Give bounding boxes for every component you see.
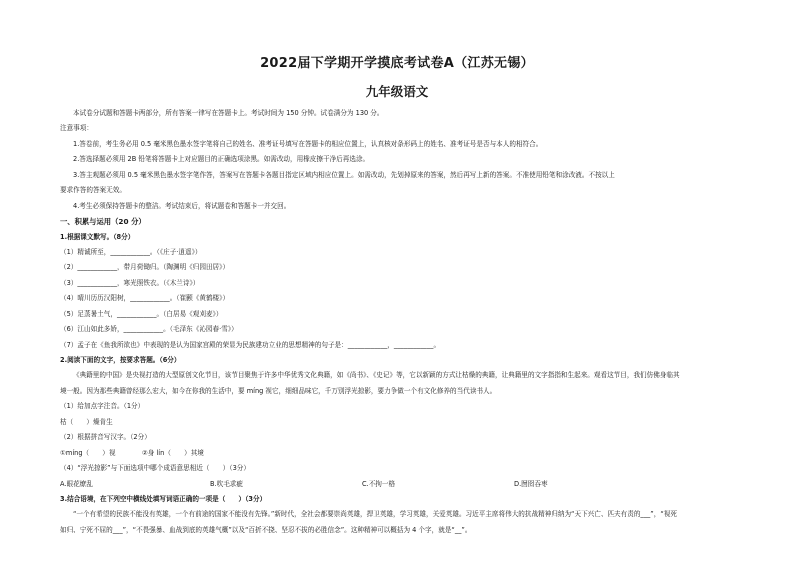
q1-item-1: （1）精诚所至，____________。（《庄子·逍遥》） (60, 247, 202, 256)
option-d: D.囫囵吞枣 (514, 479, 548, 488)
q3-line-1: “一个有希望的民族不能没有英雄，一个有前途的国家不能没有先锋。”新时代，全社会都要崇尚英雄，捍卫英雄，学习英雄，关爱英雄。习近平主席将伟大的抗战精神归纳为“天下兴亡、匹夫有责的___”，“视死 (73, 510, 677, 519)
q1-item-7: （7）孟子在《鱼我所欲也》中表现的是认为国家宫殿的荣显为民族建功立业的思想精神的句子是：____________，____________。 (60, 340, 441, 349)
note-3b: 要求作答的答案无效。 (60, 186, 126, 195)
exam-title: 2022届下学期开学摸底考试卷A（江苏无锡） (260, 56, 534, 71)
q3-line-2: 如归、宁死不屈的___”，“不畏强暴、血战到底的英雄气概”以及“百折不挠、坚忍不拔的必胜信念”。这种精神可以概括为 4 个字，就是“__”。 (60, 525, 472, 534)
q2-sub-1-item: 枯（ ）燥肯生 (60, 417, 113, 426)
note-1: 1.答卷前，考生务必用 0.5 毫米黑色墨水签字笔将自己的姓名、准考证号填写在答题卡的相应位置上，认真核对条形码上的姓名、准考证号是否与本人的相符合。 (73, 139, 543, 148)
q2-sub-2-item: ①míng（ ）视 ②身 lín（ ）其境 (60, 448, 204, 457)
option-c: C.不拘一格 (362, 479, 396, 488)
intro-text: 本试卷分试题和答题卡两部分，所有答案一律写在答题卡上。考试时间为 150 分钟。试卷满分为 130 分。 (73, 109, 384, 117)
q1-item-3: （3）____________，寒光照铁衣。（《木兰诗》） (60, 278, 200, 287)
notes-label: 注意事项： (60, 124, 93, 133)
exam-subtitle: 九年级语文 (365, 84, 429, 99)
q1-heading: 1.根据课文默写。（8分） (60, 232, 135, 241)
option-a: A.眼花缭乱 (60, 479, 93, 488)
section-1-heading: 一、积累与运用（20 分） (60, 217, 146, 227)
q1-item-6: （6）江山如此多娇，____________。（毛泽东《沁园春·雪》） (60, 325, 238, 334)
q2-sub-2: （2）根据拼音写汉字。（2分） (60, 433, 151, 442)
exam-body (60, 106, 736, 538)
q2-paragraph-2: 境一般。因为那些典籍曾经那么宏大，如今在你我的生活中，要 míng 视它，细细品味它，千万别浮光掠影，要力争做一个有文化修养的当代读书人。 (60, 386, 497, 395)
q2-sub-1: （1）给加点字注音。（1分） (60, 402, 145, 411)
note-3a: 3.答主观题必须用 0.5 毫米黑色墨水签字笔作答，答案写在答题卡各题目指定区域内相应位置上。如需改动，先划掉原来的答案，然后再写上新的答案。不准使用铅笔和涂改液。不按以上 (73, 170, 615, 179)
q2-options (60, 477, 736, 492)
q1-item-2: （2）____________，带月荷锄归。（陶渊明《归园田居》） (60, 263, 230, 272)
q2-paragraph-1: 《典籍里的中国》是央视打造的大型原创文化节目，该节目聚焦于许多中华优秀文化典籍，如《尚书》、《史记》等，它以新颖的方式让枯燥的典籍，让典籍里的文字指指和生起来。观看这节目，我们仿佛身临其 (73, 371, 680, 380)
option-b: B.吹毛求疵 (210, 479, 243, 488)
q1-item-4: （4）晴川历历汉阳树，____________。（崔颢《黄鹤楼》） (60, 294, 230, 303)
q3-heading: 3.结合语境，在下列空中横线处填写词语正确的一项是（ ）（3分） (60, 494, 267, 503)
note-4: 4.考生必须保持答题卡的整洁。考试结束后，将试题卷和答题卡一并交回。 (73, 201, 291, 210)
q2-sub-3: （4）“浮光掠影”与下面选项中哪个成语意思相近（ ）（3分） (60, 464, 250, 473)
q1-item-5: （5）足蒸暑土气，____________。（白居易《观刈麦》） (60, 309, 223, 318)
q2-heading: 2.阅读下面的文字，按要求答题。（6分） (60, 356, 181, 364)
note-2: 2.答选择题必须用 2B 铅笔将答题卡上对应题目的正确选项涂黑。如需改动，用橡皮擦干净后再选涂。 (73, 155, 370, 164)
